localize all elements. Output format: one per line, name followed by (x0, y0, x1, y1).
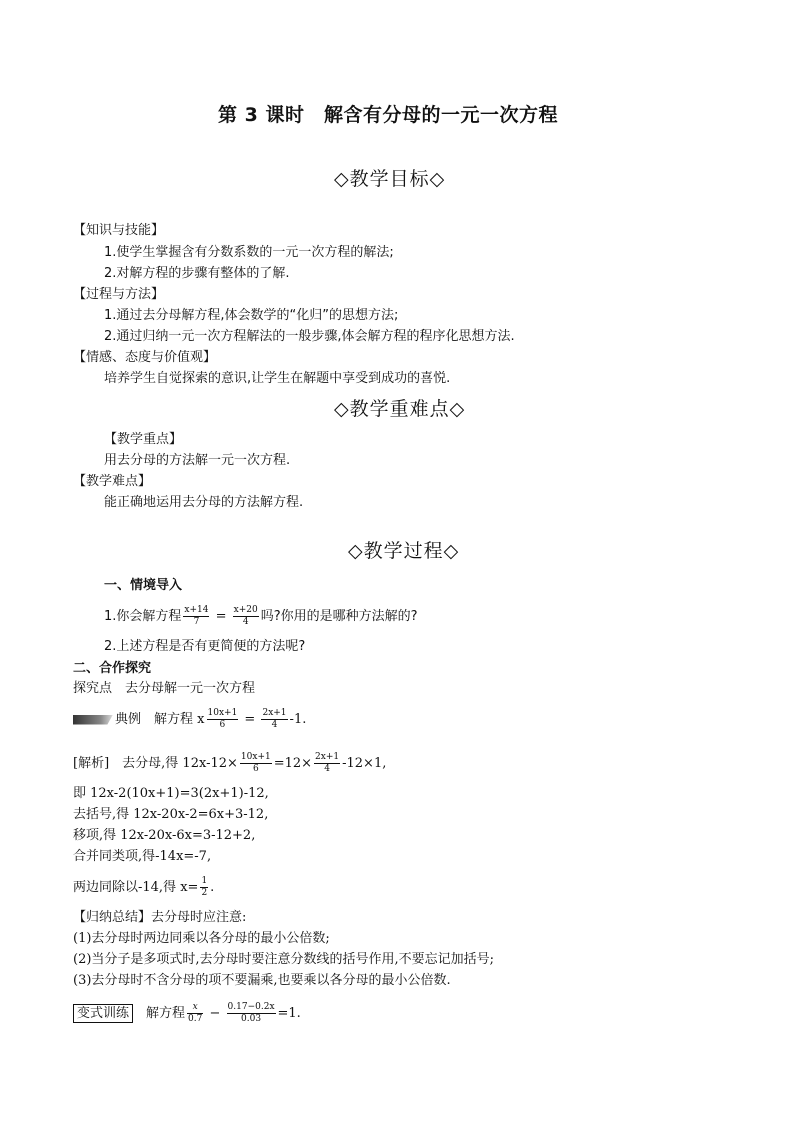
section-heading-process: ◇教学过程◇ (348, 540, 460, 562)
fraction-numerator: x+20 (233, 605, 258, 615)
fraction (227, 1002, 276, 1025)
fraction-denominator: 4 (271, 720, 278, 730)
fraction-denominator: 7 (193, 617, 200, 627)
section-heading-goals: ◇教学目标◇ (334, 168, 446, 190)
analysis-suffix: -12×1, (342, 756, 387, 771)
fraction-numerator: x+14 (184, 605, 209, 615)
summary-heading: 【归纳总结】 (73, 910, 152, 925)
summary-item-3: (3)去分母时不含分母的项不要漏乘,也要乘以各分母的最小公倍数. (73, 973, 451, 988)
fraction (187, 1002, 203, 1025)
equals-sign: = (240, 712, 260, 727)
fraction-denominator: 6 (219, 720, 226, 730)
emotion-heading: 【情感、态度与价值观】 (73, 350, 217, 365)
focus-heading: 【教学重点】 (104, 432, 183, 447)
fraction-numerator: 10x+1 (207, 708, 238, 718)
fraction-denominator: 4 (242, 617, 249, 627)
fraction (314, 752, 340, 775)
fraction-numerator: 2x+1 (262, 708, 287, 718)
process-method-item-2: 2.通过归纳一元一次方程解法的一般步骤,体会解方程的程序化思想方法. (104, 329, 515, 344)
difficulty-heading: 【教学难点】 (73, 474, 152, 489)
fraction-numerator: 0.17−0.2x (227, 1002, 275, 1012)
example-prefix: 解方程 x (154, 712, 205, 727)
fraction-denominator: 0.7 (188, 1014, 203, 1024)
summary-intro: 去分母时应注意: (151, 910, 247, 925)
fraction-denominator: 2 (201, 888, 208, 898)
fraction-numerator: 2x+1 (315, 752, 340, 762)
knowledge-item-1: 1.使学生掌握含有分数系数的一元一次方程的解法; (104, 245, 394, 260)
summary-item-2: (2)当分子是多项式时,去分母时要注意分数线的括号作用,不要忘记加括号; (73, 952, 495, 967)
fraction (200, 876, 208, 899)
question-1-suffix: 吗?你用的是哪种方法解的? (260, 609, 418, 624)
fraction-numerator: x (187, 1002, 203, 1014)
analysis-label: [解析] (73, 756, 110, 771)
fraction (207, 708, 239, 731)
fraction (233, 605, 259, 628)
process-method-item-1: 1.通过去分母解方程,体会数学的“化归”的思想方法; (104, 308, 399, 323)
variant-suffix: =1. (277, 1006, 301, 1021)
analysis-line (73, 752, 386, 775)
fraction-numerator: 10x+1 (240, 752, 271, 762)
part1-heading: 一、情境导入 (104, 578, 183, 593)
example-banner-icon (73, 715, 113, 725)
fraction (240, 752, 272, 775)
solution-step-4: 合并同类项,得-14x=-7, (73, 849, 212, 864)
part2-heading: 二、合作探究 (73, 661, 152, 676)
emotion-item-1: 培养学生自觉探索的意识,让学生在解题中享受到成功的喜悦. (104, 371, 451, 386)
difficulty-text: 能正确地运用去分母的方法解方程. (104, 495, 304, 510)
question-1-prefix: 1.你会解方程 (104, 609, 182, 624)
fraction (261, 708, 287, 731)
fraction (183, 605, 209, 628)
process-method-heading: 【过程与方法】 (73, 287, 165, 302)
step-5-suffix: . (210, 880, 215, 895)
fraction-numerator: 1 (201, 876, 208, 886)
fraction-denominator: 0.03 (241, 1014, 262, 1024)
solution-step-5 (73, 876, 214, 899)
solution-step-3: 移项,得 12x-20x-6x=3-12+2, (73, 828, 256, 843)
question-2: 2.上述方程是否有更简便的方法呢? (104, 639, 306, 654)
equals-sign: = (211, 609, 231, 624)
fraction-denominator: 4 (324, 764, 330, 774)
summary-heading-line (73, 909, 246, 927)
step-5-prefix: 两边同除以-14,得 x= (73, 880, 199, 895)
knowledge-item-2: 2.对解方程的步骤有整体的了解. (104, 266, 290, 281)
question-1 (104, 605, 418, 628)
example-suffix: -1. (289, 712, 307, 727)
minus-sign: − (205, 1006, 225, 1021)
section-heading-key-points: ◇教学重难点◇ (334, 398, 466, 420)
summary-item-1: (1)去分母时两边同乘以各分母的最小公倍数; (73, 931, 330, 946)
solution-step-2: 去括号,得 12x-20x-2=6x+3-12, (73, 807, 269, 822)
explore-point: 探究点 去分母解一元一次方程 (73, 681, 256, 696)
knowledge-heading: 【知识与技能】 (73, 223, 165, 238)
page-title: 第 3 课时 解含有分母的一元一次方程 (218, 104, 558, 126)
variant-line (73, 1002, 301, 1025)
analysis-middle: =12× (273, 756, 313, 771)
example-line (73, 708, 306, 731)
variant-label: 变式训练 (73, 1004, 133, 1023)
variant-prefix: 解方程 (146, 1006, 186, 1021)
solution-step-1: 即 12x-2(10x+1)=3(2x+1)-12, (73, 786, 269, 801)
example-label: 典例 (115, 712, 142, 727)
analysis-prefix: 去分母,得 12x-12× (122, 756, 238, 771)
fraction-denominator: 6 (252, 764, 259, 774)
focus-text: 用去分母的方法解一元一次方程. (104, 453, 291, 468)
